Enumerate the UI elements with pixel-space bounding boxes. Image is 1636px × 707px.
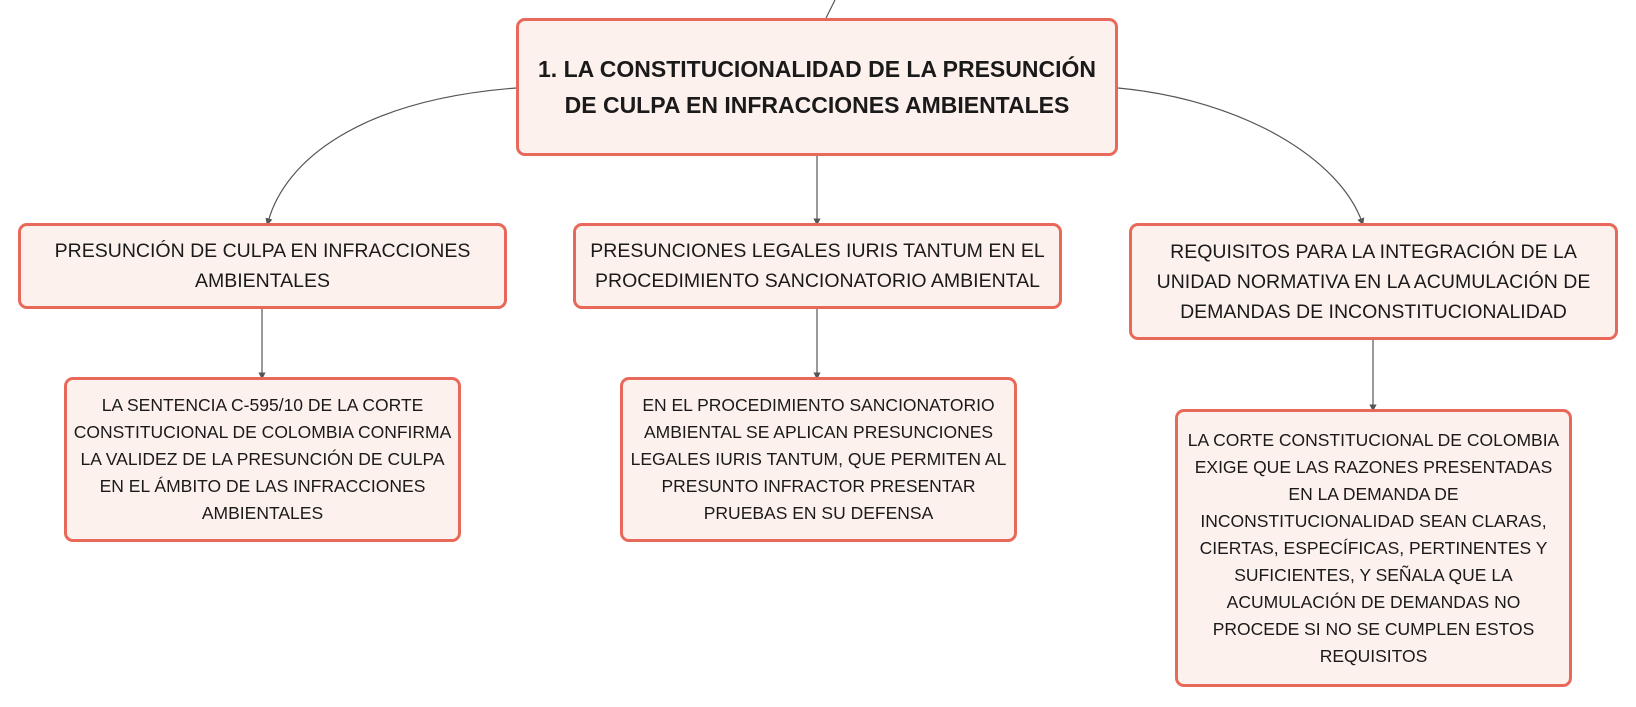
branch-topic-requisitos-unidad-normativa[interactable] bbox=[1129, 223, 1618, 340]
connector-root-to-left-branch bbox=[268, 88, 516, 222]
detail-node-sentencia-c-595[interactable] bbox=[64, 377, 461, 542]
branch-topic-text: REQUISITOS PARA LA INTEGRACIÓN DE LA UNIDAD NORMATIVA EN LA ACUMULACIÓN DE DEMANDAS DE INCONSTITUCIONALIDAD bbox=[1156, 240, 1591, 323]
root-topic-node[interactable] bbox=[516, 18, 1118, 156]
branch-topic-presuncion-de-culpa[interactable] bbox=[18, 223, 507, 309]
detail-node-text: LA SENTENCIA C-595/10 DE LA CORTE CONSTITUCIONAL DE COLOMBIA CONFIRMA LA VALIDEZ DE LA PRESUNCIÓN DE CULPA EN EL ÁMBITO DE LAS INFRACCIONES AMBIENTALES bbox=[73, 395, 452, 523]
detail-node-text: LA CORTE CONSTITUCIONAL DE COLOMBIA EXIGE QUE LAS RAZONES PRESENTADAS EN LA DEMANDA DE INCONSTITUCIONALIDAD SEAN CLARAS, CIERTAS, ESPECÍFICAS, PERTINENTES Y SUFICIENTES, Y SEÑALA QUE LA ACUMULACIÓN DE DEMANDAS NO PROCEDE SI NO SE CUMPLEN ESTOS REQUISITOS bbox=[1187, 429, 1560, 666]
root-topic-text: 1. LA CONSTITUCIONALIDAD DE LA PRESUNCIÓN DE CULPA EN INFRACCIONES AMBIENTALES bbox=[538, 56, 1096, 118]
branch-topic-text: PRESUNCIONES LEGALES IURIS TANTUM EN EL PROCEDIMIENTO SANCIONATORIO AMBIENTAL bbox=[590, 240, 1045, 292]
detail-node-text: EN EL PROCEDIMIENTO SANCIONATORIO AMBIENTAL SE APLICAN PRESUNCIONES LEGALES IURIS TANTUM, QUE PERMITEN AL PRESUNTO INFRACTOR PRESENTAR PRUEBAS EN SU DEFENSA bbox=[630, 395, 1007, 523]
detail-node-corte-constitucional-requisitos[interactable] bbox=[1175, 409, 1572, 687]
branch-topic-presunciones-iuris-tantum[interactable] bbox=[573, 223, 1062, 309]
detail-node-procedimiento-sancionatorio[interactable] bbox=[620, 377, 1017, 542]
branch-topic-text: PRESUNCIÓN DE CULPA EN INFRACCIONES AMBIENTALES bbox=[54, 240, 471, 292]
connector-parent-to-root bbox=[826, 0, 835, 18]
connector-root-to-right-branch bbox=[1118, 88, 1362, 222]
